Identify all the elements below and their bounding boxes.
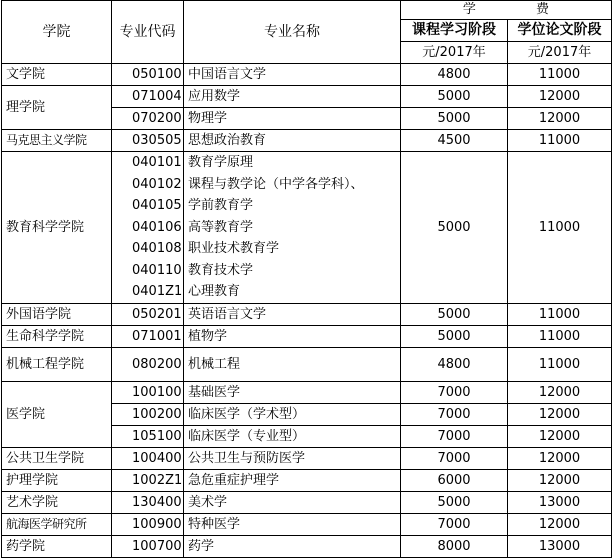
course-fee-cell: 7000 (401, 425, 508, 447)
code-item: 040105 (132, 198, 182, 213)
header-course-stage: 课程学习阶段 (401, 20, 508, 42)
course-fee-cell: 6000 (401, 469, 508, 491)
course-fee-cell: 8000 (401, 535, 508, 557)
thesis-fee-cell: 11000 (508, 64, 612, 86)
major-cell: 物理学 (184, 108, 401, 130)
school-cell: 马克思主义学院 (2, 130, 112, 152)
school-cell: 生命科学学院 (2, 325, 112, 347)
major-cell: 临床医学（学术型） (184, 403, 401, 425)
course-fee-cell: 7000 (401, 513, 508, 535)
code-cell: 100900 (112, 513, 184, 535)
code-cell-group (112, 152, 184, 304)
course-fee-cell: 5000 (401, 491, 508, 513)
school-cell: 药学院 (2, 535, 112, 557)
course-fee-cell: 5000 (401, 86, 508, 108)
course-fee-cell: 7000 (401, 381, 508, 403)
code-item: 040101 (132, 155, 182, 170)
major-cell: 基础医学 (184, 381, 401, 403)
major-item: 高等教育学 (188, 219, 254, 235)
table-row (2, 491, 612, 513)
school-cell: 机械工程学院 (2, 347, 112, 381)
school-cell: 理学院 (2, 86, 112, 130)
code-cell: 030505 (112, 130, 184, 152)
school-cell: 教育科学学院 (2, 152, 112, 304)
major-cell: 特种医学 (184, 513, 401, 535)
thesis-fee-cell: 12000 (508, 108, 612, 130)
thesis-fee-cell: 12000 (508, 403, 612, 425)
major-cell: 药学 (184, 535, 401, 557)
thesis-fee-cell: 12000 (508, 447, 612, 469)
major-cell: 美术学 (184, 491, 401, 513)
school-cell: 医学院 (2, 381, 112, 447)
course-fee-cell: 4800 (401, 347, 508, 381)
school-cell: 航海医学研究所 (2, 513, 112, 535)
thesis-fee-cell: 11000 (508, 152, 612, 304)
major-cell: 急危重症护理学 (184, 469, 401, 491)
course-fee-cell: 4800 (401, 64, 508, 86)
thesis-fee-cell: 12000 (508, 469, 612, 491)
major-item: 职业技术教育学 (188, 241, 280, 256)
major-cell: 英语语言文学 (184, 303, 401, 325)
thesis-fee-cell: 11000 (508, 303, 612, 325)
table-row (2, 347, 612, 381)
code-cell: 100200 (112, 403, 184, 425)
tuition-table (1, 0, 612, 558)
school-cell: 文学院 (2, 64, 112, 86)
school-cell: 公共卫生学院 (2, 447, 112, 469)
code-cell: 071001 (112, 325, 184, 347)
table-row (2, 535, 612, 557)
course-fee-cell: 5000 (401, 325, 508, 347)
code-cell: 1002Z1 (112, 469, 184, 491)
code-item: 040106 (132, 219, 182, 235)
code-cell: 080200 (112, 347, 184, 381)
code-item: 040108 (132, 241, 182, 256)
code-cell: 100100 (112, 381, 184, 403)
table-row (2, 86, 612, 108)
header-thesis-stage: 学位论文阶段 (508, 20, 612, 42)
code-item: 040110 (132, 262, 182, 278)
thesis-fee-cell: 13000 (508, 491, 612, 513)
course-fee-cell: 5000 (401, 152, 508, 304)
course-fee-cell: 5000 (401, 303, 508, 325)
header-unit-course: 元/2017年 (401, 42, 508, 64)
school-cell: 护理学院 (2, 469, 112, 491)
school-cell: 艺术学院 (2, 491, 112, 513)
table-row (2, 513, 612, 535)
code-cell: 100700 (112, 535, 184, 557)
major-item: 学前教育学 (188, 198, 254, 213)
major-cell: 中国语言文学 (184, 64, 401, 86)
code-cell: 071004 (112, 86, 184, 108)
code-cell: 070200 (112, 108, 184, 130)
header-fee: 学 费 (401, 1, 612, 20)
thesis-fee-cell: 12000 (508, 425, 612, 447)
header-school: 学院 (2, 1, 112, 64)
course-fee-cell: 7000 (401, 403, 508, 425)
thesis-fee-cell: 12000 (508, 381, 612, 403)
thesis-fee-cell: 12000 (508, 513, 612, 535)
table-row (2, 303, 612, 325)
code-item: 040102 (132, 176, 182, 192)
table-row (2, 152, 612, 304)
header-code: 专业代码 (112, 1, 184, 64)
table-row (2, 447, 612, 469)
thesis-fee-cell: 11000 (508, 325, 612, 347)
course-fee-cell: 7000 (401, 447, 508, 469)
major-cell: 思想政治教育 (184, 130, 401, 152)
table-row (2, 325, 612, 347)
code-cell: 050201 (112, 303, 184, 325)
table-row (2, 469, 612, 491)
thesis-fee-cell: 13000 (508, 535, 612, 557)
major-cell: 植物学 (184, 325, 401, 347)
table-row (2, 130, 612, 152)
code-item: 0401Z1 (132, 284, 183, 299)
header-unit-thesis: 元/2017年 (508, 42, 612, 64)
course-fee-cell: 5000 (401, 108, 508, 130)
major-cell-group (184, 152, 401, 304)
thesis-fee-cell: 11000 (508, 130, 612, 152)
code-cell: 100400 (112, 447, 184, 469)
major-cell: 应用数学 (184, 86, 401, 108)
table-row (2, 64, 612, 86)
thesis-fee-cell: 12000 (508, 86, 612, 108)
major-cell: 临床医学（专业型） (184, 425, 401, 447)
major-item: 心理教育 (188, 284, 241, 299)
code-cell: 105100 (112, 425, 184, 447)
major-cell: 机械工程 (184, 347, 401, 381)
course-fee-cell: 4500 (401, 130, 508, 152)
code-cell: 130400 (112, 491, 184, 513)
table-row (2, 381, 612, 403)
thesis-fee-cell: 11000 (508, 347, 612, 381)
major-cell: 公共卫生与预防医学 (184, 447, 401, 469)
major-item: 课程与教学论（中学各学科）、 (188, 176, 364, 192)
school-cell: 外国语学院 (2, 303, 112, 325)
header-major: 专业名称 (184, 1, 401, 64)
major-item: 教育学原理 (188, 155, 254, 170)
major-item: 教育技术学 (188, 262, 254, 278)
code-cell: 050100 (112, 64, 184, 86)
